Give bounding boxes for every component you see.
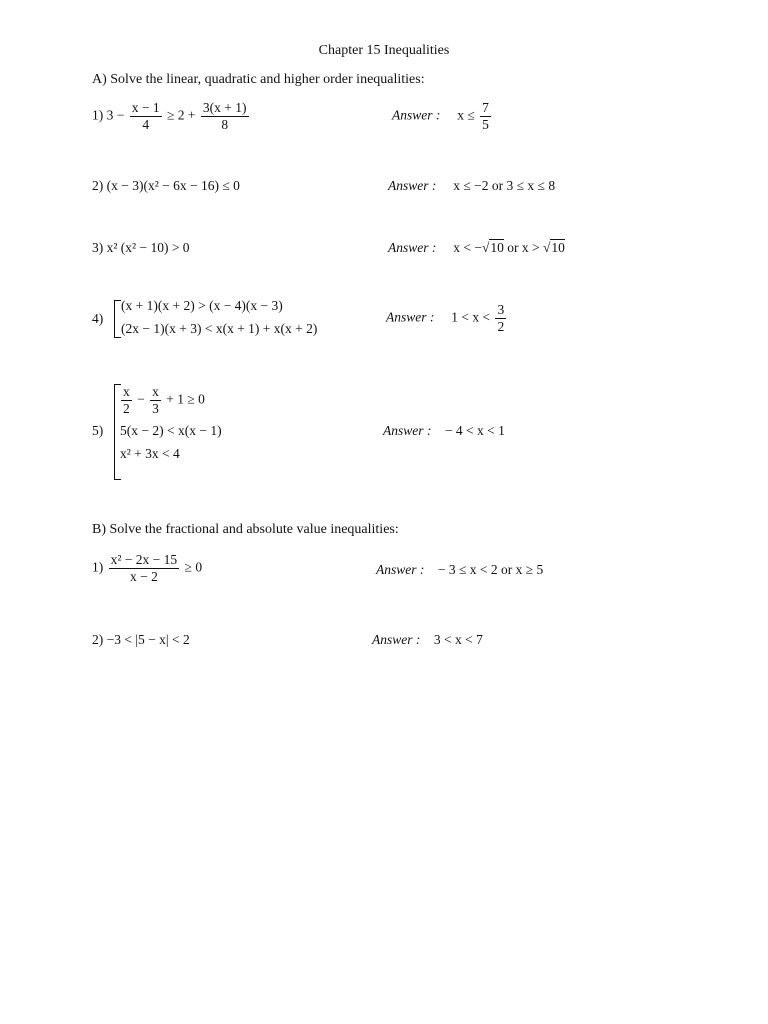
denominator: 3 (152, 401, 159, 416)
system-line: (2x − 1)(x + 3) < x(x + 1) + x(x + 2) (121, 321, 318, 336)
denominator: 5 (482, 117, 489, 132)
problem-a3: 3) x² (x² − 10) > 0 (92, 240, 190, 255)
section-a-heading: A) Solve the linear, quadratic and higher order inequalities: (92, 72, 425, 87)
fraction (130, 100, 162, 133)
denominator: 2 (497, 319, 505, 334)
answer-label: Answer : (388, 240, 437, 255)
problem-b2: 2) −3 < |5 − x| < 2 (92, 632, 190, 647)
answer-text: 1 < x < (451, 309, 491, 325)
fraction (121, 384, 132, 417)
answer-text: − 4 < x < 1 (444, 423, 505, 438)
numerator: 3(x + 1) (202, 100, 247, 115)
denominator: 8 (221, 117, 229, 132)
problem-number: 1) (92, 559, 104, 575)
problem-a2: 2) (x − 3)(x² − 6x − 16) ≤ 0 (92, 178, 240, 193)
denominator: 2 (123, 401, 130, 416)
fraction (480, 100, 491, 133)
problem-a1 (92, 100, 251, 133)
problem-number: 4) (92, 311, 104, 326)
answer-label: Answer : (388, 178, 437, 193)
fraction (109, 552, 180, 585)
problem-number: 1) (92, 107, 104, 123)
answer-label: Answer : (386, 309, 435, 325)
expr-mid: ≥ 2 + (167, 107, 196, 123)
answer-text: 3 < x < 7 (433, 632, 483, 647)
page-title: Chapter 15 Inequalities (318, 43, 450, 58)
answer-text: x ≤ −2 or 3 ≤ x ≤ 8 (453, 178, 556, 193)
answer-label: Answer : (383, 423, 432, 438)
answer-text: − 3 ≤ x < 2 or x ≥ 5 (437, 562, 544, 577)
system-line: x² + 3x < 4 (120, 446, 180, 461)
numerator: x (123, 384, 130, 399)
expr-minus: − (137, 391, 145, 407)
expr-lead: 3 − (106, 107, 125, 123)
system-line: 5(x − 2) < x(x − 1) (120, 423, 222, 438)
fraction (201, 100, 249, 133)
answer-text: x ≤ (457, 107, 475, 123)
answer-a5 (383, 423, 505, 439)
sqrt-radicand: 10 (490, 240, 504, 255)
numerator: x (152, 384, 159, 399)
expr-rest: ≥ 0 (184, 559, 203, 575)
answer-b2 (372, 632, 483, 648)
numerator: 3 (497, 302, 505, 317)
expr-rest: + 1 ≥ 0 (166, 391, 205, 407)
answer-text: or x > √ (503, 240, 551, 255)
numerator: x² − 2x − 15 (110, 552, 178, 567)
denominator: 4 (142, 117, 150, 132)
answer-label: Answer : (376, 562, 425, 577)
answer-a1 (392, 100, 493, 133)
numerator: 7 (482, 100, 489, 115)
numerator: x − 1 (131, 100, 160, 115)
answer-a2 (388, 178, 555, 194)
section-b-heading: B) Solve the fractional and absolute value inequalities: (92, 522, 399, 537)
answer-b1 (376, 562, 543, 578)
answer-text: x < −√ (453, 240, 490, 255)
fraction (150, 384, 161, 417)
denominator: x − 2 (129, 569, 158, 584)
brace (114, 300, 121, 338)
answer-a4 (386, 302, 508, 335)
answer-label: Answer : (372, 632, 421, 647)
system-line (119, 384, 205, 417)
problem-b1 (92, 552, 202, 585)
fraction (495, 302, 506, 335)
system-line: (x + 1)(x + 2) > (x − 4)(x − 3) (121, 298, 283, 313)
answer-label: Answer : (392, 107, 441, 123)
problem-number: 5) (92, 423, 104, 438)
answer-a3 (388, 240, 565, 256)
sqrt-radicand: 10 (551, 240, 565, 255)
